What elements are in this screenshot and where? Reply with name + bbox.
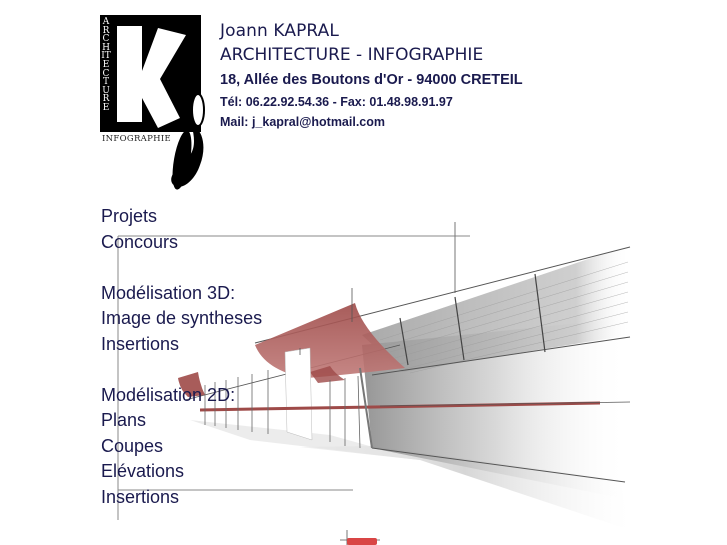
logo-bottom-text: INFOGRAPHIE: [102, 134, 171, 144]
logo-k-icon: [100, 15, 206, 190]
header-name: Joann KAPRAL: [220, 21, 339, 41]
header: [220, 20, 523, 131]
header-phone-fax: Tél: 06.22.92.54.36 - Fax: 01.48.98.91.97: [220, 95, 453, 109]
header-subtitle: ARCHITECTURE - INFOGRAPHIE: [220, 45, 484, 65]
nav-heading-modelisation-3d[interactable]: Modélisation 3D:: [101, 282, 236, 303]
header-mail: Mail: j_kapral@hotmail.com: [220, 115, 386, 129]
nav-heading-modelisation-2d[interactable]: Modélisation 2D:: [101, 384, 236, 405]
logo: [100, 15, 206, 190]
nav-spacer: [101, 357, 262, 383]
nav-link-concours[interactable]: Concours: [101, 231, 179, 252]
nav-link-image-syntheses[interactable]: Image de syntheses: [101, 308, 263, 328]
nav-link-elevations[interactable]: Elévations: [101, 461, 185, 481]
nav-link-coupes[interactable]: Coupes: [101, 435, 164, 456]
main-nav: [101, 204, 262, 510]
nav-link-projets[interactable]: Projets: [101, 206, 158, 226]
logo-vertical-text: ARCHITECTURE: [101, 17, 111, 113]
nav-link-insertions-2d[interactable]: Insertions: [101, 486, 180, 507]
nav-link-plans[interactable]: Plans: [101, 410, 147, 430]
nav-spacer: [101, 255, 262, 281]
nav-link-insertions-3d[interactable]: Insertions: [101, 333, 180, 354]
header-address: 18, Allée des Boutons d'Or - 94000 CRETEIL: [220, 72, 523, 88]
